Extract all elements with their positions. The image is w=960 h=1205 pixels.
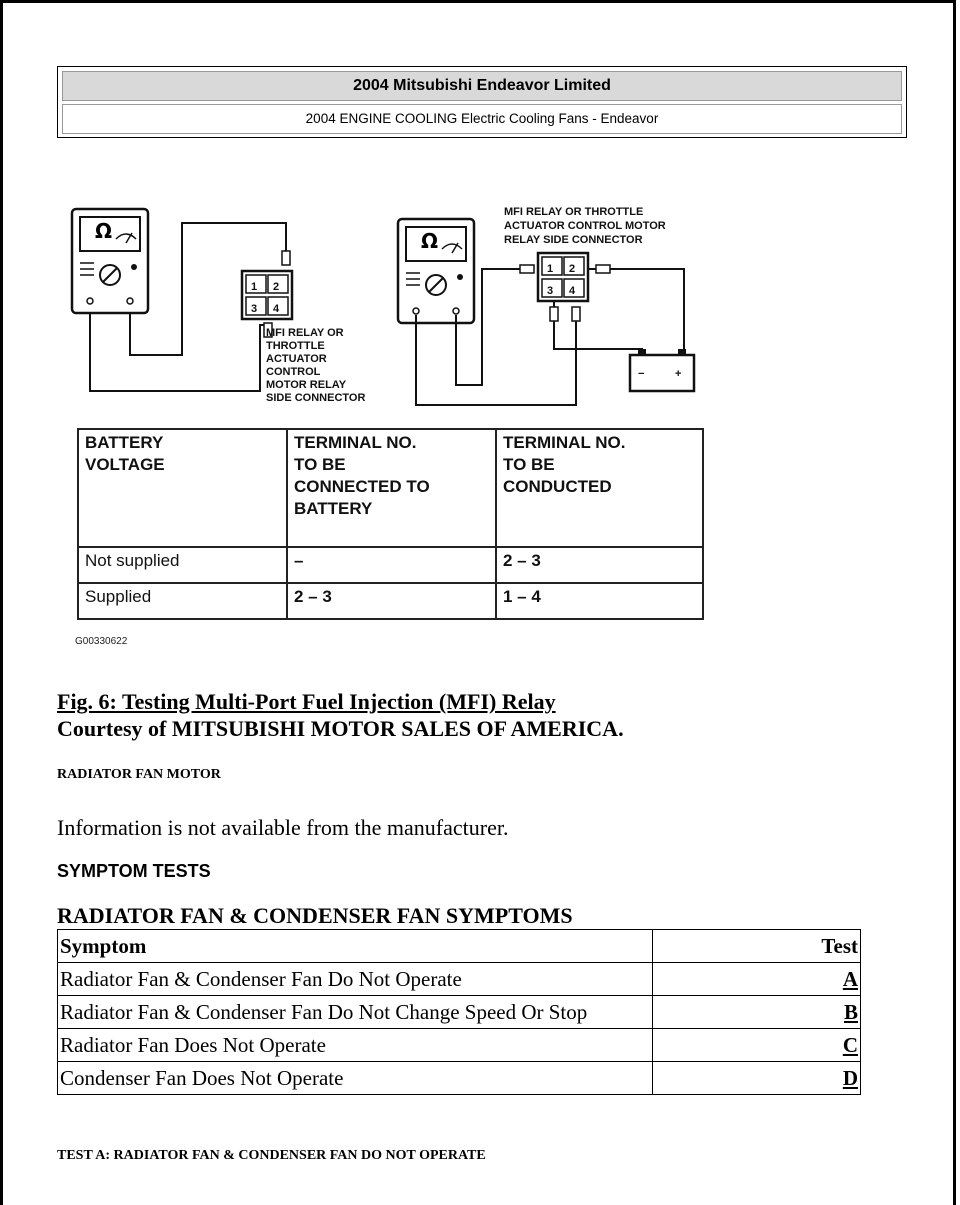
test-b-link[interactable]: B bbox=[843, 1000, 858, 1024]
figure-caption-title: Fig. 6: Testing Multi-Port Fuel Injection (MFI) Relay bbox=[57, 689, 556, 714]
document-subtitle: 2004 ENGINE COOLING Electric Cooling Fans - Endeavor bbox=[62, 104, 902, 134]
symptoms-table bbox=[57, 929, 861, 1095]
battery bbox=[630, 349, 694, 391]
svg-text:RELAY SIDE CONNECTOR: RELAY SIDE CONNECTOR bbox=[504, 234, 643, 246]
svg-text:CONTROL: CONTROL bbox=[266, 366, 321, 378]
test-c-link[interactable]: C bbox=[842, 1033, 858, 1057]
symptoms-table-header bbox=[58, 930, 861, 963]
section-heading-test-a: TEST A: RADIATOR FAN & CONDENSER FAN DO NOT OPERATE bbox=[57, 1148, 486, 1163]
section-heading-radiator-fan-motor: RADIATOR FAN MOTOR bbox=[57, 767, 221, 782]
document-header bbox=[57, 66, 907, 138]
symptom-cell: Radiator Fan & Condenser Fan Do Not Operate bbox=[58, 963, 653, 996]
test-d-link[interactable]: D bbox=[842, 1066, 858, 1090]
symptom-cell: Radiator Fan & Condenser Fan Do Not Change Speed Or Stop bbox=[58, 996, 653, 1029]
table-header-cell: TERMINAL NO. TO BE CONNECTED TO BATTERY bbox=[287, 429, 496, 547]
symptoms-table-title: RADIATOR FAN & CONDENSER FAN SYMPTOMS bbox=[57, 903, 573, 928]
svg-text:ACTUATOR CONTROL MOTOR: ACTUATOR CONTROL MOTOR bbox=[504, 220, 666, 232]
table-row bbox=[58, 963, 861, 996]
table-row bbox=[58, 1062, 861, 1095]
symptom-cell: Condenser Fan Does Not Operate bbox=[58, 1062, 653, 1095]
column-header-symptom: Symptom bbox=[58, 930, 653, 963]
battery-minus: − bbox=[638, 368, 645, 380]
section-heading-symptom-tests: SYMPTOM TESTS bbox=[57, 861, 211, 881]
svg-text:SIDE CONNECTOR: SIDE CONNECTOR bbox=[266, 392, 366, 404]
table-row bbox=[58, 1029, 861, 1062]
right-connector bbox=[538, 253, 588, 301]
svg-text:1: 1 bbox=[251, 281, 258, 293]
ohm-icon: Ω bbox=[95, 219, 113, 243]
svg-text:3: 3 bbox=[547, 285, 554, 297]
table-row: Not supplied – 2 – 3 bbox=[78, 547, 703, 583]
figure-caption bbox=[57, 688, 624, 742]
svg-text:2: 2 bbox=[569, 263, 576, 275]
left-connector-label bbox=[266, 327, 365, 404]
figure-mfi-relay-test bbox=[70, 195, 710, 660]
svg-text:MOTOR RELAY: MOTOR RELAY bbox=[266, 379, 347, 391]
svg-text:2: 2 bbox=[273, 281, 280, 293]
ohm-icon: Ω bbox=[421, 229, 439, 253]
table-row: Supplied 2 – 3 1 – 4 bbox=[78, 583, 703, 619]
svg-text:1: 1 bbox=[547, 263, 554, 275]
symptom-cell: Radiator Fan Does Not Operate bbox=[58, 1029, 653, 1062]
svg-text:MFI RELAY OR THROTTLE: MFI RELAY OR THROTTLE bbox=[504, 206, 644, 218]
svg-text:THROTTLE: THROTTLE bbox=[266, 340, 325, 352]
figure-caption-courtesy: Courtesy of MITSUBISHI MOTOR SALES OF AMERICA. bbox=[57, 716, 624, 741]
table-row bbox=[58, 996, 861, 1029]
test-a-link[interactable]: A bbox=[842, 967, 858, 991]
right-connector-label bbox=[504, 206, 666, 246]
svg-text:ACTUATOR: ACTUATOR bbox=[266, 353, 327, 365]
right-ohmmeter bbox=[398, 219, 474, 323]
svg-text:MFI RELAY OR: MFI RELAY OR bbox=[266, 327, 344, 339]
battery-plus: + bbox=[675, 368, 682, 380]
svg-text:4: 4 bbox=[569, 285, 576, 297]
column-header-test: Test bbox=[652, 930, 860, 963]
left-connector bbox=[242, 271, 292, 319]
svg-text:4: 4 bbox=[273, 303, 280, 315]
table-header-cell: TERMINAL NO. TO BE CONDUCTED bbox=[496, 429, 703, 547]
wiring-diagram bbox=[70, 195, 710, 430]
left-ohmmeter bbox=[72, 209, 148, 313]
relay-test-table bbox=[77, 428, 704, 620]
figure-code: G00330622 bbox=[75, 636, 128, 647]
document-title: 2004 Mitsubishi Endeavor Limited bbox=[62, 71, 902, 101]
info-paragraph: Information is not available from the manufacturer. bbox=[57, 815, 509, 840]
table-header-cell: BATTERY VOLTAGE bbox=[78, 429, 287, 547]
svg-text:3: 3 bbox=[251, 303, 258, 315]
